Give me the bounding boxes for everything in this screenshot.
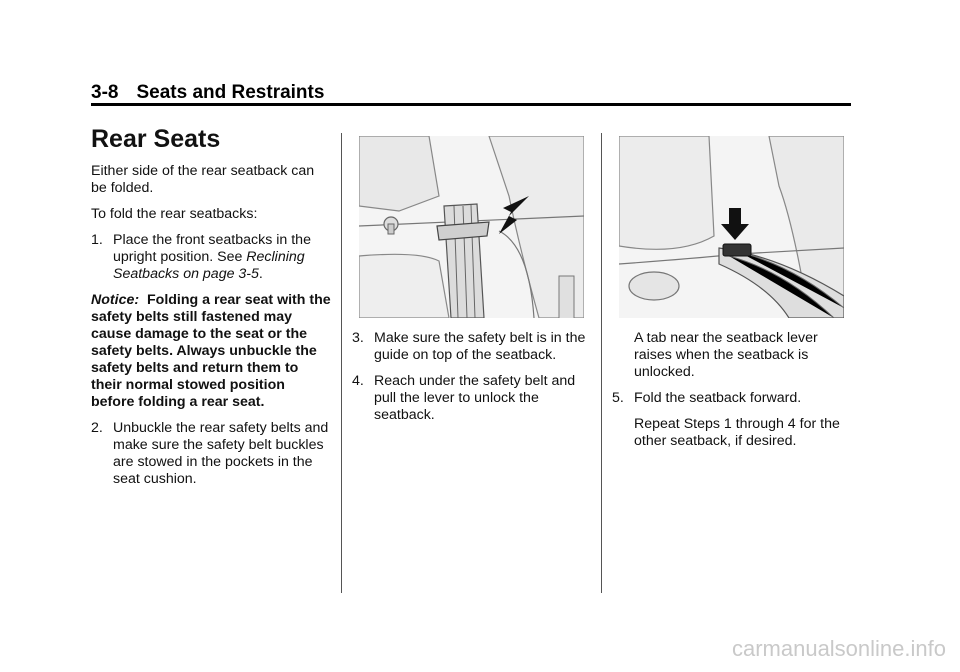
column-divider-1 xyxy=(341,133,342,593)
notice-text: Folding a rear seat with the safety belts still fastened may cause damage to the seat or the safety belts. Always unbuckle the safety belts and return them to their normal stowed position before folding a rear seat. xyxy=(91,292,331,410)
instructions-intro: To fold the rear seatbacks: xyxy=(91,206,258,222)
step-number: 5. xyxy=(612,390,624,406)
notice xyxy=(91,292,331,411)
step-text: Make sure the safety belt is in the guide on top of the seatback. xyxy=(374,330,586,363)
step-text: Reach under the safety belt and pull the lever to unlock the seatback. xyxy=(374,373,576,423)
notice-label: Notice: xyxy=(91,292,140,308)
page-title: Rear Seats xyxy=(91,125,221,153)
watermark: carmanualsonline.info xyxy=(731,636,946,661)
belt-guide-illustration xyxy=(359,136,584,318)
step-1 xyxy=(91,232,331,283)
step-3 xyxy=(352,330,592,364)
step-number: 2. xyxy=(91,420,103,436)
column-1 xyxy=(91,124,331,497)
step-5 xyxy=(612,390,852,407)
step-2 xyxy=(91,420,331,488)
cross-reference-link[interactable]: Reclining Seatbacks on page 3-5 xyxy=(113,249,305,282)
intro-text: Either side of the rear seatback can be folded. xyxy=(91,163,315,196)
step-number: 3. xyxy=(352,330,364,346)
step-4 xyxy=(352,373,592,424)
section-title: Seats and Restraints xyxy=(136,82,325,103)
column-divider-2 xyxy=(601,133,602,593)
step-1-text: Place the front seatbacks in the upright position. See xyxy=(113,232,311,265)
step-text xyxy=(113,232,331,283)
column-2 xyxy=(352,330,592,433)
repeat-note: Repeat Steps 1 through 4 for the other seatback, if desired. xyxy=(634,416,840,449)
header-rule xyxy=(91,103,851,106)
step-text: Fold the seatback forward. xyxy=(634,390,802,406)
tab-note: A tab near the seatback lever raises when the seatback is unlocked. xyxy=(634,330,818,380)
step-number: 1. xyxy=(91,232,103,248)
step-number: 4. xyxy=(352,373,364,389)
column-3 xyxy=(612,330,852,459)
page-number: 3-8 xyxy=(91,82,119,103)
step-text: Unbuckle the rear safety belts and make sure the safety belt buckles are stowed in the pockets in the seat cushion. xyxy=(113,420,329,487)
step-1-end: . xyxy=(258,266,263,282)
page-header xyxy=(91,82,851,104)
seatback-tab-illustration xyxy=(619,136,844,318)
